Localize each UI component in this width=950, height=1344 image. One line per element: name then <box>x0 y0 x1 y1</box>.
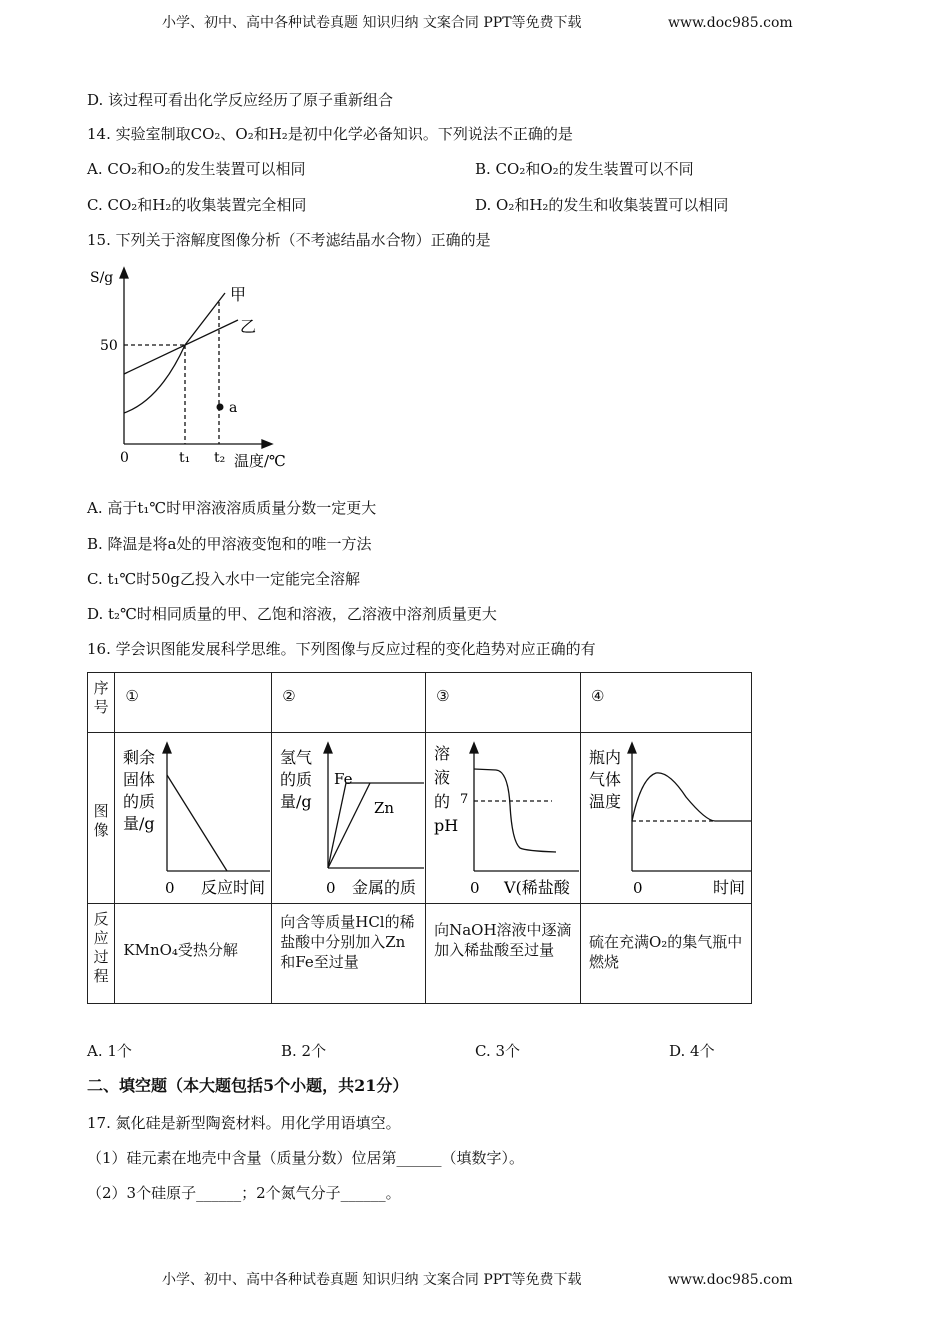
process-1: KMnO₄受热分解 <box>115 904 272 1004</box>
graph-3 <box>426 733 581 904</box>
x-label: 温度/℃ <box>234 452 286 470</box>
row-label-process: 反 应 过 程 <box>88 904 115 1004</box>
svg-text:剩余: 剩余 <box>123 748 156 767</box>
q16-stem: 16. 学会识图能发展科学思维。下列图像与反应过程的变化趋势对应正确的有 <box>87 640 596 658</box>
svg-text:瓶内: 瓶内 <box>589 748 622 767</box>
x-label: V(稀盐酸 <box>504 878 570 897</box>
curve-jia <box>124 293 225 413</box>
point-a <box>217 404 224 411</box>
q15-option-a: A. 高于t₁℃时甲溶液溶质质量分数一定更大 <box>87 499 377 517</box>
x-label: 金属的质 <box>352 878 417 897</box>
graph-4 <box>581 733 752 904</box>
svg-text:的: 的 <box>434 792 451 811</box>
origin-label: 0 <box>120 450 129 466</box>
svg-text:的质: 的质 <box>280 770 313 789</box>
x-tick-t1: t₁ <box>179 450 191 466</box>
curve-temp <box>632 773 751 821</box>
q15-option-b: B. 降温是将a处的甲溶液变饱和的唯一方法 <box>87 535 372 553</box>
origin-label: 0 <box>165 879 175 897</box>
svg-text:pH: pH <box>434 816 459 835</box>
col-num-4: ④ <box>581 673 752 733</box>
process-3: 向NaOH溶液中逐滴加入稀盐酸至过量 <box>426 904 581 1004</box>
svg-text:Fe: Fe <box>334 770 353 788</box>
q15-stem: 15. 下列关于溶解度图像分析（不考滤结晶水合物）正确的是 <box>87 231 491 249</box>
x-label: 反应时间 <box>201 878 266 897</box>
process-4: 硫在充满O₂的集气瓶中燃烧 <box>581 904 752 1004</box>
q16-option-a: A. 1个 <box>87 1042 132 1060</box>
q14-option-a: A. CO₂和O₂的发生装置可以相同 <box>87 160 306 178</box>
svg-text:量/g: 量/g <box>280 792 312 811</box>
graph-2 <box>272 733 426 904</box>
y-tick-50: 50 <box>100 338 118 354</box>
q16-option-d: D. 4个 <box>669 1042 715 1060</box>
col-num-2: ② <box>272 673 426 733</box>
curve-ph <box>474 769 556 852</box>
q16-option-b: B. 2个 <box>281 1042 327 1060</box>
q14-option-c: C. CO₂和H₂的收集装置完全相同 <box>87 196 307 214</box>
q15-option-d: D. t₂℃时相同质量的甲、乙饱和溶液，乙溶液中溶剂质量更大 <box>87 605 497 623</box>
footer-link[interactable]: www.doc985.com <box>668 1272 793 1288</box>
svg-text:氢气: 氢气 <box>280 748 313 767</box>
label-jia: 甲 <box>230 285 247 304</box>
graph-1 <box>115 733 272 904</box>
q16-option-c: C. 3个 <box>475 1042 521 1060</box>
header-text: 小学、初中、高中各种试卷真题 知识归纳 文案合同 PPT等免费下载 <box>162 15 582 31</box>
row-label-graph: 图 像 <box>88 733 115 904</box>
q14-option-d: D. O₂和H₂的发生和收集装置可以相同 <box>475 196 729 214</box>
line-zn <box>328 783 370 868</box>
svg-text:7: 7 <box>460 792 469 807</box>
q15-option-c: C. t₁℃时50g乙投入水中一定能完全溶解 <box>87 570 360 588</box>
col-num-3: ③ <box>426 673 581 733</box>
footer-text: 小学、初中、高中各种试卷真题 知识归纳 文案合同 PPT等免费下载 <box>162 1272 582 1288</box>
svg-text:的质: 的质 <box>123 792 156 811</box>
svg-text:液: 液 <box>434 768 451 787</box>
row-label-number: 序 号 <box>88 673 115 733</box>
q14-stem: 14. 实验室制取CO₂、O₂和H₂是初中化学必备知识。下列说法不正确的是 <box>87 125 573 143</box>
curve-yi <box>124 320 238 374</box>
svg-text:固体: 固体 <box>123 770 156 789</box>
solubility-chart <box>80 260 310 470</box>
label-a: a <box>229 400 238 416</box>
q16-table <box>87 672 752 1004</box>
q13-option-d: D. 该过程可看出化学反应经历了原子重新组合 <box>87 91 394 109</box>
section-heading: 二、填空题（本大题包括5个小题，共21分） <box>87 1076 409 1095</box>
origin-label: 0 <box>633 879 643 897</box>
svg-text:量/g: 量/g <box>123 814 156 833</box>
q17-stem: 17. 氮化硅是新型陶瓷材料。用化学用语填空。 <box>87 1114 401 1132</box>
origin-label: 0 <box>470 879 480 897</box>
line-fe <box>328 783 346 868</box>
y-label: S/g <box>90 270 114 286</box>
q17-part1: （1）硅元素在地壳中含量（质量分数）位居第______（填数字）。 <box>87 1149 525 1167</box>
label-yi: 乙 <box>240 317 257 336</box>
header-link[interactable]: www.doc985.com <box>668 15 793 31</box>
svg-text:气体: 气体 <box>589 770 622 789</box>
y-axis-arrow <box>120 268 128 278</box>
svg-text:溶: 溶 <box>434 744 451 763</box>
process-2: 向含等质量HCl的稀盐酸中分别加入Zn和Fe至过量 <box>272 904 426 1004</box>
origin-label: 0 <box>326 879 336 897</box>
col-num-1: ① <box>115 673 272 733</box>
x-tick-t2: t₂ <box>214 450 226 466</box>
line-mass <box>167 775 227 871</box>
x-axis-arrow <box>262 440 272 448</box>
svg-text:Zn: Zn <box>374 799 395 817</box>
svg-text:温度: 温度 <box>589 792 622 811</box>
q14-option-b: B. CO₂和O₂的发生装置可以不同 <box>475 160 694 178</box>
x-label: 时间 <box>713 878 746 897</box>
q17-part2: （2）3个硅原子______；2个氮气分子______。 <box>87 1184 401 1202</box>
